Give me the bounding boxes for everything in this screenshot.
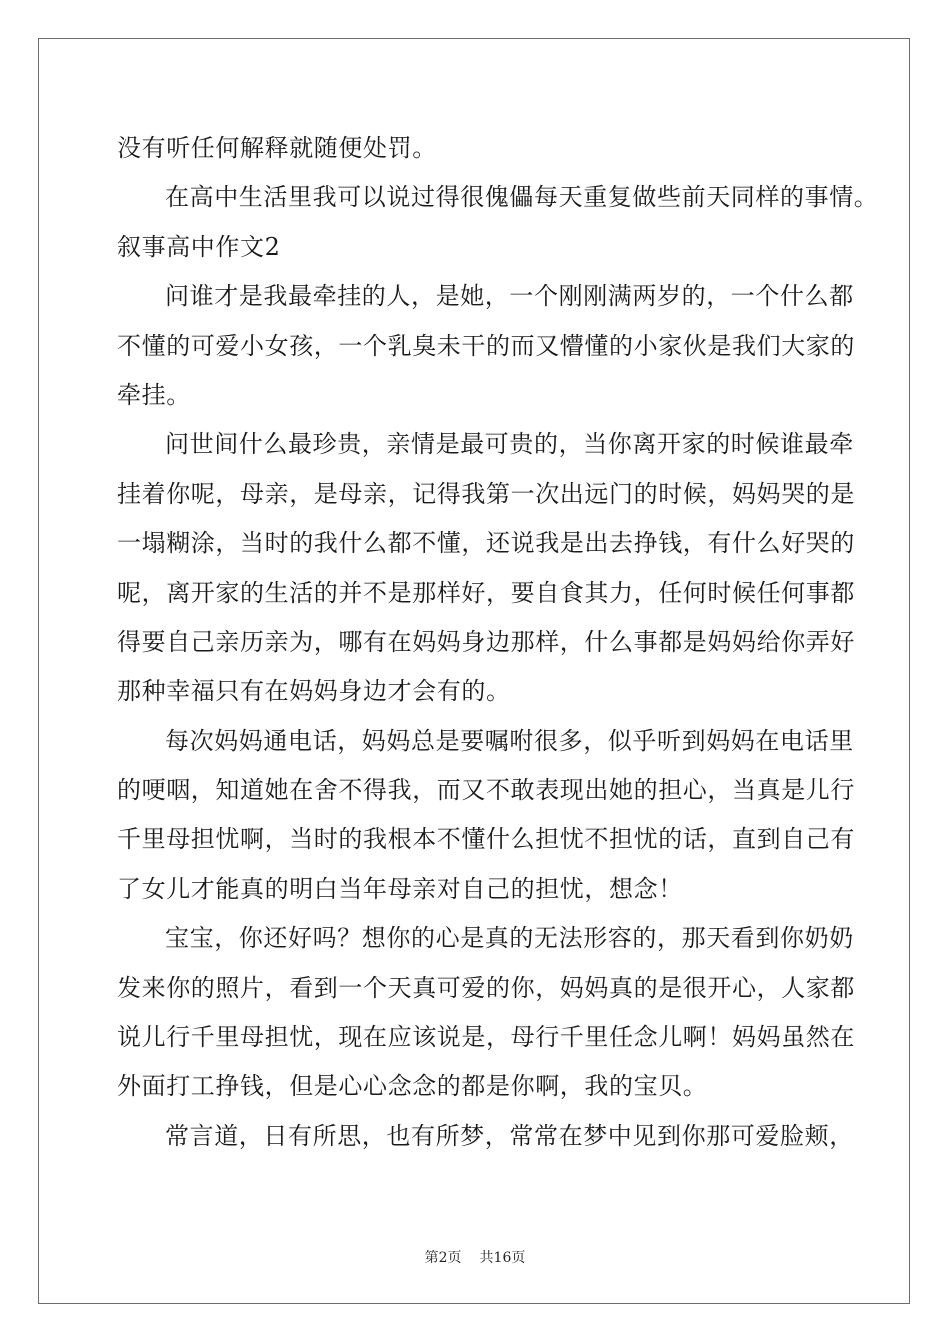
text-line: 呢，离开家的生活的并不是那样好，要自食其力，任何时候任何事都 <box>117 578 855 607</box>
page-footer <box>0 1247 950 1267</box>
text-line: 发来你的照片，看到一个天真可爱的你，妈妈真的是很开心，人家都 <box>117 973 855 1002</box>
text-line: 的哽咽，知道她在舍不得我，而又不敢表现出她的担心，当真是儿行 <box>117 776 855 805</box>
paragraph-start: 问世间什么最珍贵，亲情是最可贵的，当你离开家的时候谁最牵 <box>165 430 854 459</box>
text-line: 一塌糊涂，当时的我什么都不懂，还说我是出去挣钱，有什么好哭的 <box>117 529 855 558</box>
paragraph-start: 问谁才是我最牵挂的人，是她，一个刚刚满两岁的，一个什么都 <box>165 282 854 311</box>
text-line: 没有听任何解释就随便处罚。 <box>117 134 437 162</box>
text-line: 外面打工挣钱，但是心心念念的都是你啊，我的宝贝。 <box>117 1072 708 1101</box>
text-line: 那种幸福只有在妈妈身边才会有的。 <box>117 677 511 706</box>
text-line: 牵挂。 <box>117 380 191 409</box>
total-pages: 共16页 <box>479 1250 526 1266</box>
text-line: 了女儿才能真的明白当年母亲对自己的担忧，想念！ <box>117 874 683 903</box>
text-line: 千里母担忧啊，当时的我根本不懂什么担忧不担忧的话，直到自己有 <box>117 825 855 854</box>
document-body <box>117 124 879 1161</box>
text-line: 得要自己亲历亲为，哪有在妈妈身边那样，什么事都是妈妈给你弄好 <box>117 627 855 656</box>
text-line: 挂着你呢，母亲，是母亲，记得我第一次出远门的时候，妈妈哭的是 <box>117 479 855 508</box>
text-line: 不懂的可爱小女孩，一个乳臭未干的而又懵懂的小家伙是我们大家的 <box>117 331 855 360</box>
section-heading: 叙事高中作文2 <box>117 232 281 261</box>
text-line: 说儿行千里母担忧，现在应该说是，母行千里任念儿啊！妈妈虽然在 <box>117 1023 855 1052</box>
paragraph-start: 宝宝，你还好吗？想你的心是真的无法形容的，那天看到你奶奶 <box>165 924 854 953</box>
page-number: 第2页 <box>424 1250 462 1266</box>
paragraph-start: 在高中生活里我可以说过得很傀儡每天重复做些前天同样的事情。 <box>165 183 879 212</box>
paragraph-start: 常言道，日有所思，也有所梦，常常在梦中见到你那可爱脸颊， <box>165 1121 854 1150</box>
paragraph-start: 每次妈妈通电话，妈妈总是要嘱咐很多，似乎听到妈妈在电话里 <box>165 726 854 755</box>
